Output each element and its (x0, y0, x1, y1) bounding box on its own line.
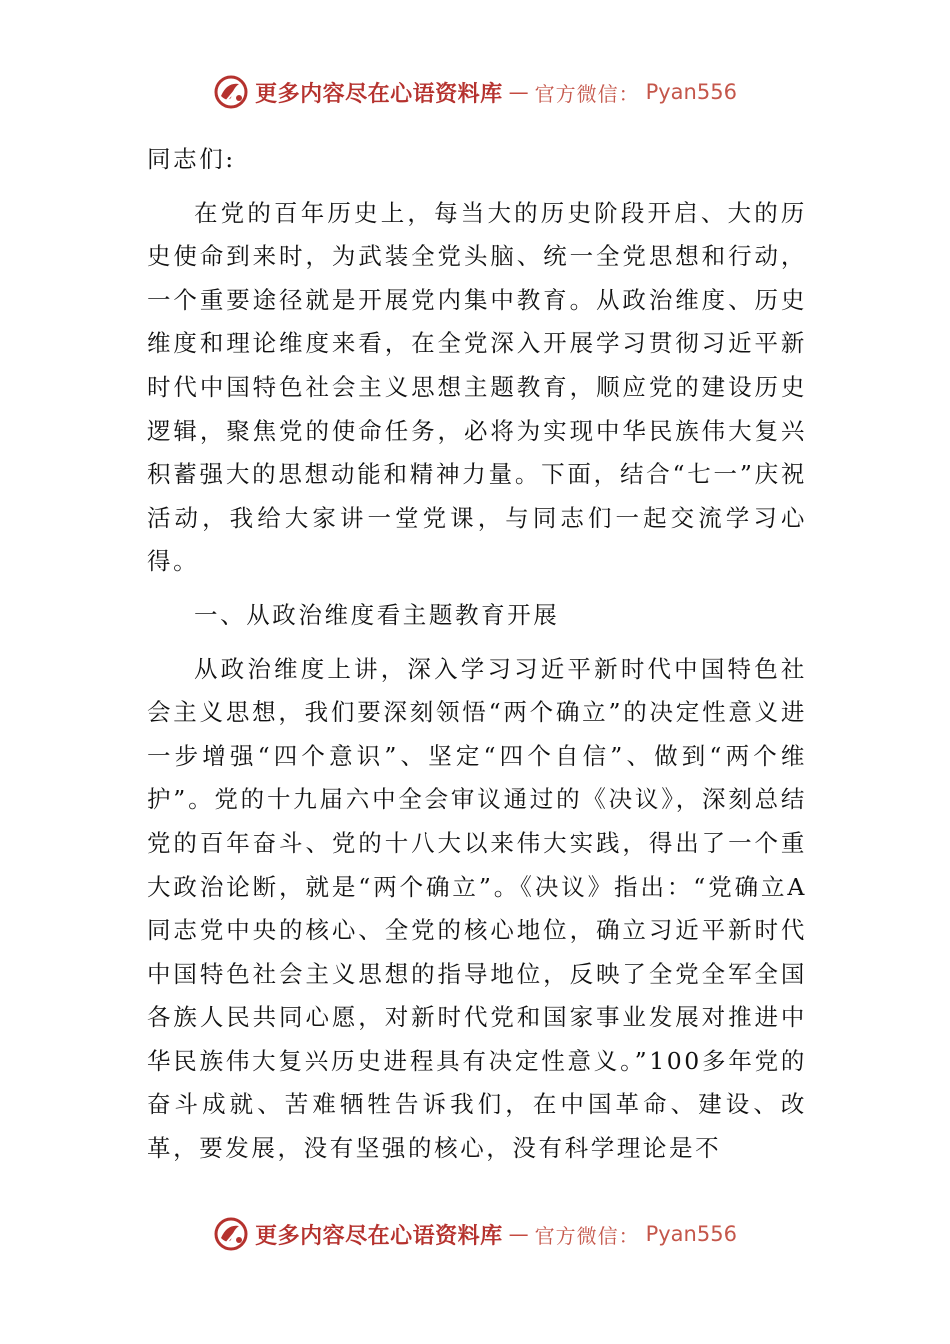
watermark-main-text: 更多内容尽在心语资料库 (255, 80, 503, 107)
section-heading: 一、从政治维度看主题教育开展 (194, 600, 560, 629)
section-paragraph: 从政治维度上讲，深入学习习近平新时代中国特色社会主义思想，我们要深刻领悟“两个确立”的决定性意义进一步增强“四个意识”、坚定“四个自信”、做到“两个维护”。党的十九届六中全会审议通过的《决议》，深刻总结党的百年奋斗、党的十八大以来伟大实践，得出了一个重大政治论断，就是“两个确立”。《决议》指出：“党确立A同志党中央的核心、全党的核心地位，确立习近平新时代中国特色社会主义思想的指导地位，反映了全党全军全国各族人民共同心愿，对新时代党和国家事业发展对推进中华民族伟大复兴历史进程具有决定性意义。”100多年党的奋斗成就、苦难牺牲告诉我们，在中国革命、建设、改革，要发展，没有坚强的核心，没有科学理论是不 (147, 654, 807, 1163)
document-body (147, 138, 807, 1171)
watermark-separator: — (508, 1222, 529, 1246)
watermark-wechat-label: 官方微信： (534, 81, 640, 106)
header-watermark (0, 72, 950, 112)
intro-paragraph: 在党的百年历史上，每当大的历史阶段开启、大的历史使命到来时，为武装全党头脑、统一全党思想和行动，一个重要途径就是开展党内集中教育。从政治维度、历史维度和理论维度来看，在全党深入开展学习贯彻习近平新时代中国特色社会主义思想主题教育，顺应党的建设历史逻辑，聚焦党的使命任务，必将为实现中华民族伟大复兴积蓄强大的思想动能和精神力量。下面，结合“七一”庆祝活动，我给大家讲一堂党课，与同志们一起交流学习心得。 (147, 198, 807, 576)
watermark-separator: — (508, 80, 529, 104)
salutation: 同志们: (147, 145, 236, 173)
footer-watermark (0, 1214, 950, 1254)
watermark-wechat-id: Pyan556 (645, 80, 737, 104)
watermark-wechat-id: Pyan556 (645, 1222, 737, 1246)
brand-logo-icon (213, 1216, 249, 1252)
watermark-wechat-label: 官方微信： (534, 1223, 640, 1248)
brand-logo-icon (213, 74, 249, 110)
watermark-main-text: 更多内容尽在心语资料库 (255, 1222, 503, 1249)
